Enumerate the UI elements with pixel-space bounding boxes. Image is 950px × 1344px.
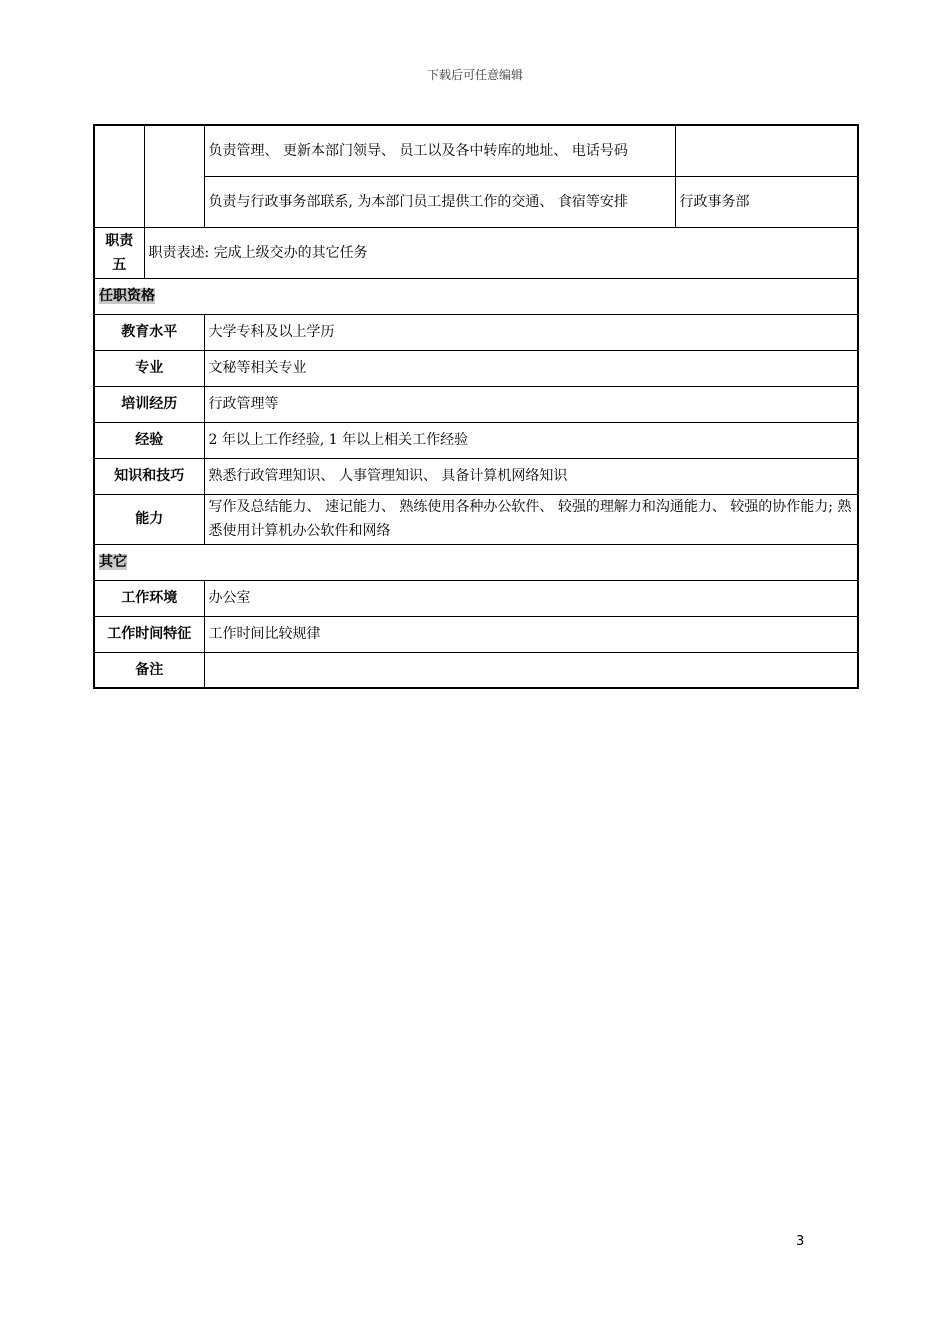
field-value: 2 年以上工作经验, 1 年以上相关工作经验 — [204, 422, 858, 458]
section-title-others: 其它 — [99, 554, 127, 570]
duty-five-row — [94, 227, 858, 278]
qualification-row — [94, 458, 858, 494]
page-number: 3 — [796, 1234, 805, 1249]
other-row — [94, 616, 858, 652]
duty-task-text: 负责管理、 更新本部门领导、 员工以及各中转库的地址、 电话号码 — [204, 125, 675, 176]
field-value — [204, 652, 858, 688]
section-title-qualifications: 任职资格 — [99, 288, 155, 304]
field-label: 工作环境 — [94, 580, 204, 616]
job-description-table — [93, 124, 859, 689]
field-label: 工作时间特征 — [94, 616, 204, 652]
section-row — [94, 278, 858, 314]
field-value: 工作时间比较规律 — [204, 616, 858, 652]
field-label: 备注 — [94, 652, 204, 688]
duty-label-cell — [94, 125, 144, 227]
duty-five-label: 职责五 — [94, 227, 144, 278]
duty-dept-text: 行政事务部 — [675, 176, 858, 227]
qualification-row — [94, 386, 858, 422]
other-row — [94, 580, 858, 616]
field-value: 熟悉行政管理知识、 人事管理知识、 具备计算机网络知识 — [204, 458, 858, 494]
field-label: 教育水平 — [94, 314, 204, 350]
qualification-row — [94, 422, 858, 458]
duty-five-text: 职责表述: 完成上级交办的其它任务 — [144, 227, 858, 278]
qualification-row — [94, 350, 858, 386]
field-value: 办公室 — [204, 580, 858, 616]
field-label: 经验 — [94, 422, 204, 458]
qualification-row — [94, 494, 858, 544]
field-label: 培训经历 — [94, 386, 204, 422]
duty-sub-cell — [144, 125, 204, 227]
field-label: 专业 — [94, 350, 204, 386]
section-row — [94, 544, 858, 580]
field-value: 文秘等相关专业 — [204, 350, 858, 386]
field-value: 写作及总结能力、 速记能力、 熟练使用各种办公软件、 较强的理解力和沟通能力、 较强的协作能力; 熟悉使用计算机办公软件和网络 — [204, 494, 858, 544]
duty-task-text: 负责与行政事务部联系, 为本部门员工提供工作的交通、 食宿等安排 — [204, 176, 675, 227]
field-label: 能力 — [94, 494, 204, 544]
field-value: 行政管理等 — [204, 386, 858, 422]
field-label: 知识和技巧 — [94, 458, 204, 494]
field-value: 大学专科及以上学历 — [204, 314, 858, 350]
duty-row — [94, 125, 858, 176]
other-row — [94, 652, 858, 688]
qualification-row — [94, 314, 858, 350]
duty-row — [94, 176, 858, 227]
header-note: 下载后可任意编辑 — [426, 68, 523, 82]
duty-dept-text — [675, 125, 858, 176]
